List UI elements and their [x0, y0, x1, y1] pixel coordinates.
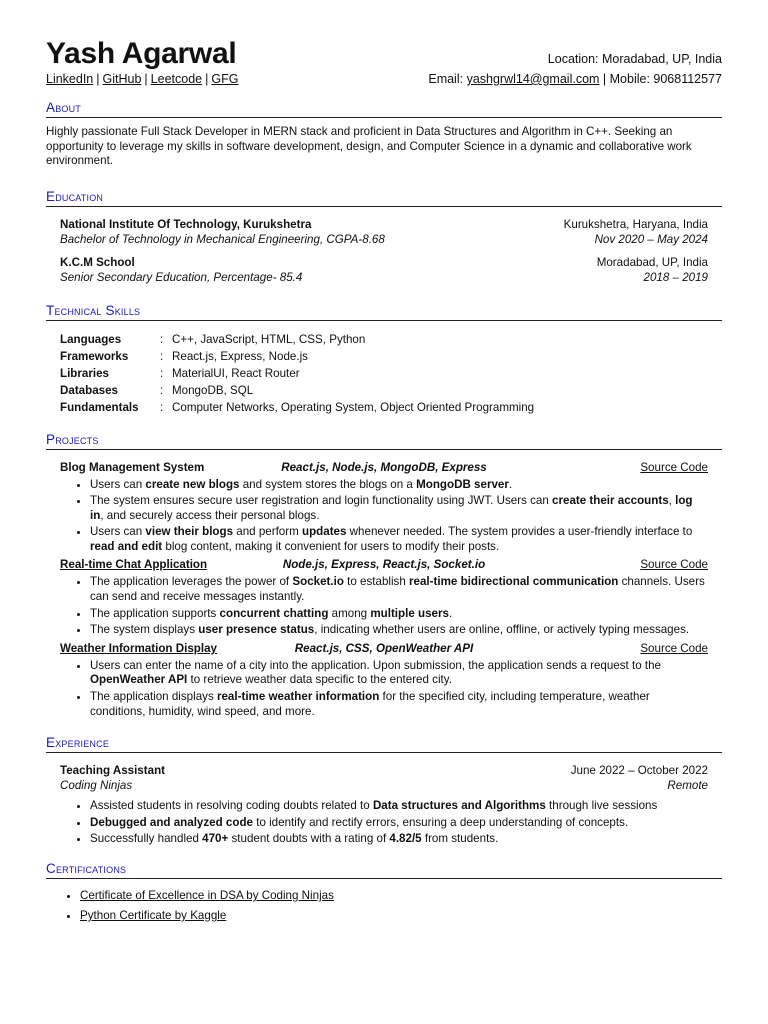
- section-heading: Technical Skills: [46, 303, 722, 321]
- project-entry: [60, 459, 708, 555]
- bullet-item: • Users can view their blogs and perform updates whenever needed. The system provides a user-friendly interface to read and edit blog content, making it convenient for users to modify their posts.: [90, 525, 708, 554]
- bullet-item: • The system displays user presence status, indicating whether users are online, offline, or actively typing messages.: [90, 623, 708, 638]
- skill-row: Frameworks : React.js, Express, Node.js: [60, 349, 308, 363]
- project-name: Real-time Chat Application: [60, 558, 208, 572]
- about-text: Highly passionate Full Stack Developer in MERN stack and proficient in Data Structures and Algorithm in C++. Seeking an opportunity to leverage my skills in software development, design, and Computer Science in a dynamic and collaborative work environment.: [46, 125, 692, 167]
- github-link[interactable]: GitHub: [102, 72, 142, 86]
- project-tech: React.js, CSS, OpenWeather API: [294, 641, 474, 655]
- section-heading: Certifications: [46, 861, 722, 879]
- experience-bullets: [60, 799, 722, 847]
- degree-text: Senior Secondary Education, Percentage- 85.4: [60, 270, 303, 284]
- projects-section: [46, 432, 722, 720]
- bullet-item: • Users can create new blogs and system stores the blogs on a MongoDB server.: [90, 478, 708, 493]
- job-mode: Remote: [667, 779, 708, 793]
- skill-row: Databases : MongoDB, SQL: [60, 383, 254, 397]
- mobile-text: | Mobile: 9068112577: [599, 72, 722, 86]
- resume-page: [46, 36, 722, 926]
- bullet-item: • Debugged and analyzed code to identify and rectify errors, ensuring a deep understanding of concepts.: [90, 816, 722, 831]
- school-place: Moradabad, UP, India: [596, 255, 708, 269]
- section-heading: Education: [46, 189, 722, 207]
- education-entry: [46, 217, 722, 247]
- bullet-item: • Assisted students in resolving coding doubts related to Data structures and Algorithms through live sessions: [90, 799, 722, 814]
- project-bullets: [60, 478, 708, 555]
- bullet-item: • The application displays real-time weather information for the specified city, including temperature, weather conditions, humidity, wind speed, and more.: [90, 690, 708, 719]
- leetcode-link[interactable]: Leetcode: [150, 72, 203, 86]
- project-bullets: [60, 659, 708, 719]
- certifications-section: [46, 861, 722, 926]
- experience-section: [46, 735, 722, 847]
- certification-item: [80, 886, 722, 906]
- certification-item: [80, 906, 722, 926]
- job-company: Coding Ninjas: [60, 779, 133, 793]
- certification-list: [46, 886, 722, 926]
- email-label: Email:: [428, 72, 467, 86]
- bullet-item: • The application supports concurrent chatting among multiple users.: [90, 607, 708, 622]
- skill-row: Languages : C++, JavaScript, HTML, CSS, Python: [60, 332, 366, 346]
- project-tech: Node.js, Express, React.js, Socket.io: [282, 558, 486, 572]
- section-heading: Experience: [46, 735, 722, 753]
- skills-section: [46, 303, 722, 416]
- skills-list: [60, 331, 722, 416]
- project-tech: React.js, Node.js, MongoDB, Express: [281, 460, 487, 474]
- skill-row: Fundamentals : Computer Networks, Operating System, Object Oriented Programming: [60, 400, 535, 414]
- degree-text: Bachelor of Technology in Mechanical Engineering, CGPA-8.68: [60, 232, 385, 246]
- project-name: Weather Information Display: [60, 641, 217, 655]
- project-name: Blog Management System: [60, 460, 205, 474]
- education-section: [46, 189, 722, 285]
- school-name: National Institute Of Technology, Kurukshetra: [60, 217, 312, 231]
- about-section: [46, 100, 722, 169]
- section-heading: About: [46, 100, 722, 118]
- degree-dates: Nov 2020 – May 2024: [594, 232, 708, 246]
- profile-links: LinkedIn | GitHub | Leetcode | GFG: [46, 72, 239, 86]
- section-heading: Projects: [46, 432, 722, 450]
- certification-link[interactable]: Certificate of Excellence in DSA by Coding Ninjas: [80, 889, 334, 902]
- project-bullets: [60, 575, 708, 637]
- project-entry: [60, 640, 708, 719]
- bullet-item: • The application leverages the power of Socket.io to establish real-time bidirectional communication channels. Users can send and receive messages instantly.: [90, 575, 708, 604]
- bullet-item: • Successfully handled 470+ student doubts with a rating of 4.82/5 from students.: [90, 832, 722, 847]
- bullet-item: • Users can enter the name of a city into the application. Upon submission, the application sends a request to the OpenWeather API to retrieve weather data specific to the entered city.: [90, 659, 708, 688]
- email-link[interactable]: yashgrwl14@gmail.com: [466, 72, 600, 86]
- contact-line: [428, 72, 722, 86]
- source-code-link[interactable]: Source Code: [640, 558, 708, 572]
- skill-row: Libraries : MaterialUI, React Router: [60, 366, 300, 380]
- bullet-item: • The system ensures secure user registration and login functionality using JWT. Users can create their accounts, log in, and securely access their personal blogs.: [90, 494, 708, 523]
- source-code-link[interactable]: Source Code: [640, 460, 708, 474]
- school-name: K.C.M School: [60, 255, 135, 269]
- linkedin-link[interactable]: LinkedIn: [46, 72, 94, 86]
- location-text: Location: Moradabad, UP, India: [547, 52, 722, 66]
- project-entry: [60, 556, 708, 637]
- job-dates: June 2022 – October 2022: [570, 764, 708, 778]
- education-entry: [46, 255, 722, 285]
- resume-header: [46, 36, 722, 92]
- degree-dates: 2018 – 2019: [643, 270, 708, 284]
- source-code-link[interactable]: Source Code: [640, 641, 708, 655]
- gfg-link[interactable]: GFG: [211, 72, 239, 86]
- job-role: Teaching Assistant: [60, 764, 166, 778]
- school-place: Kurukshetra, Haryana, India: [563, 217, 708, 231]
- certification-link[interactable]: Python Certificate by Kaggle: [80, 909, 227, 922]
- candidate-name: Yash Agarwal: [46, 37, 237, 70]
